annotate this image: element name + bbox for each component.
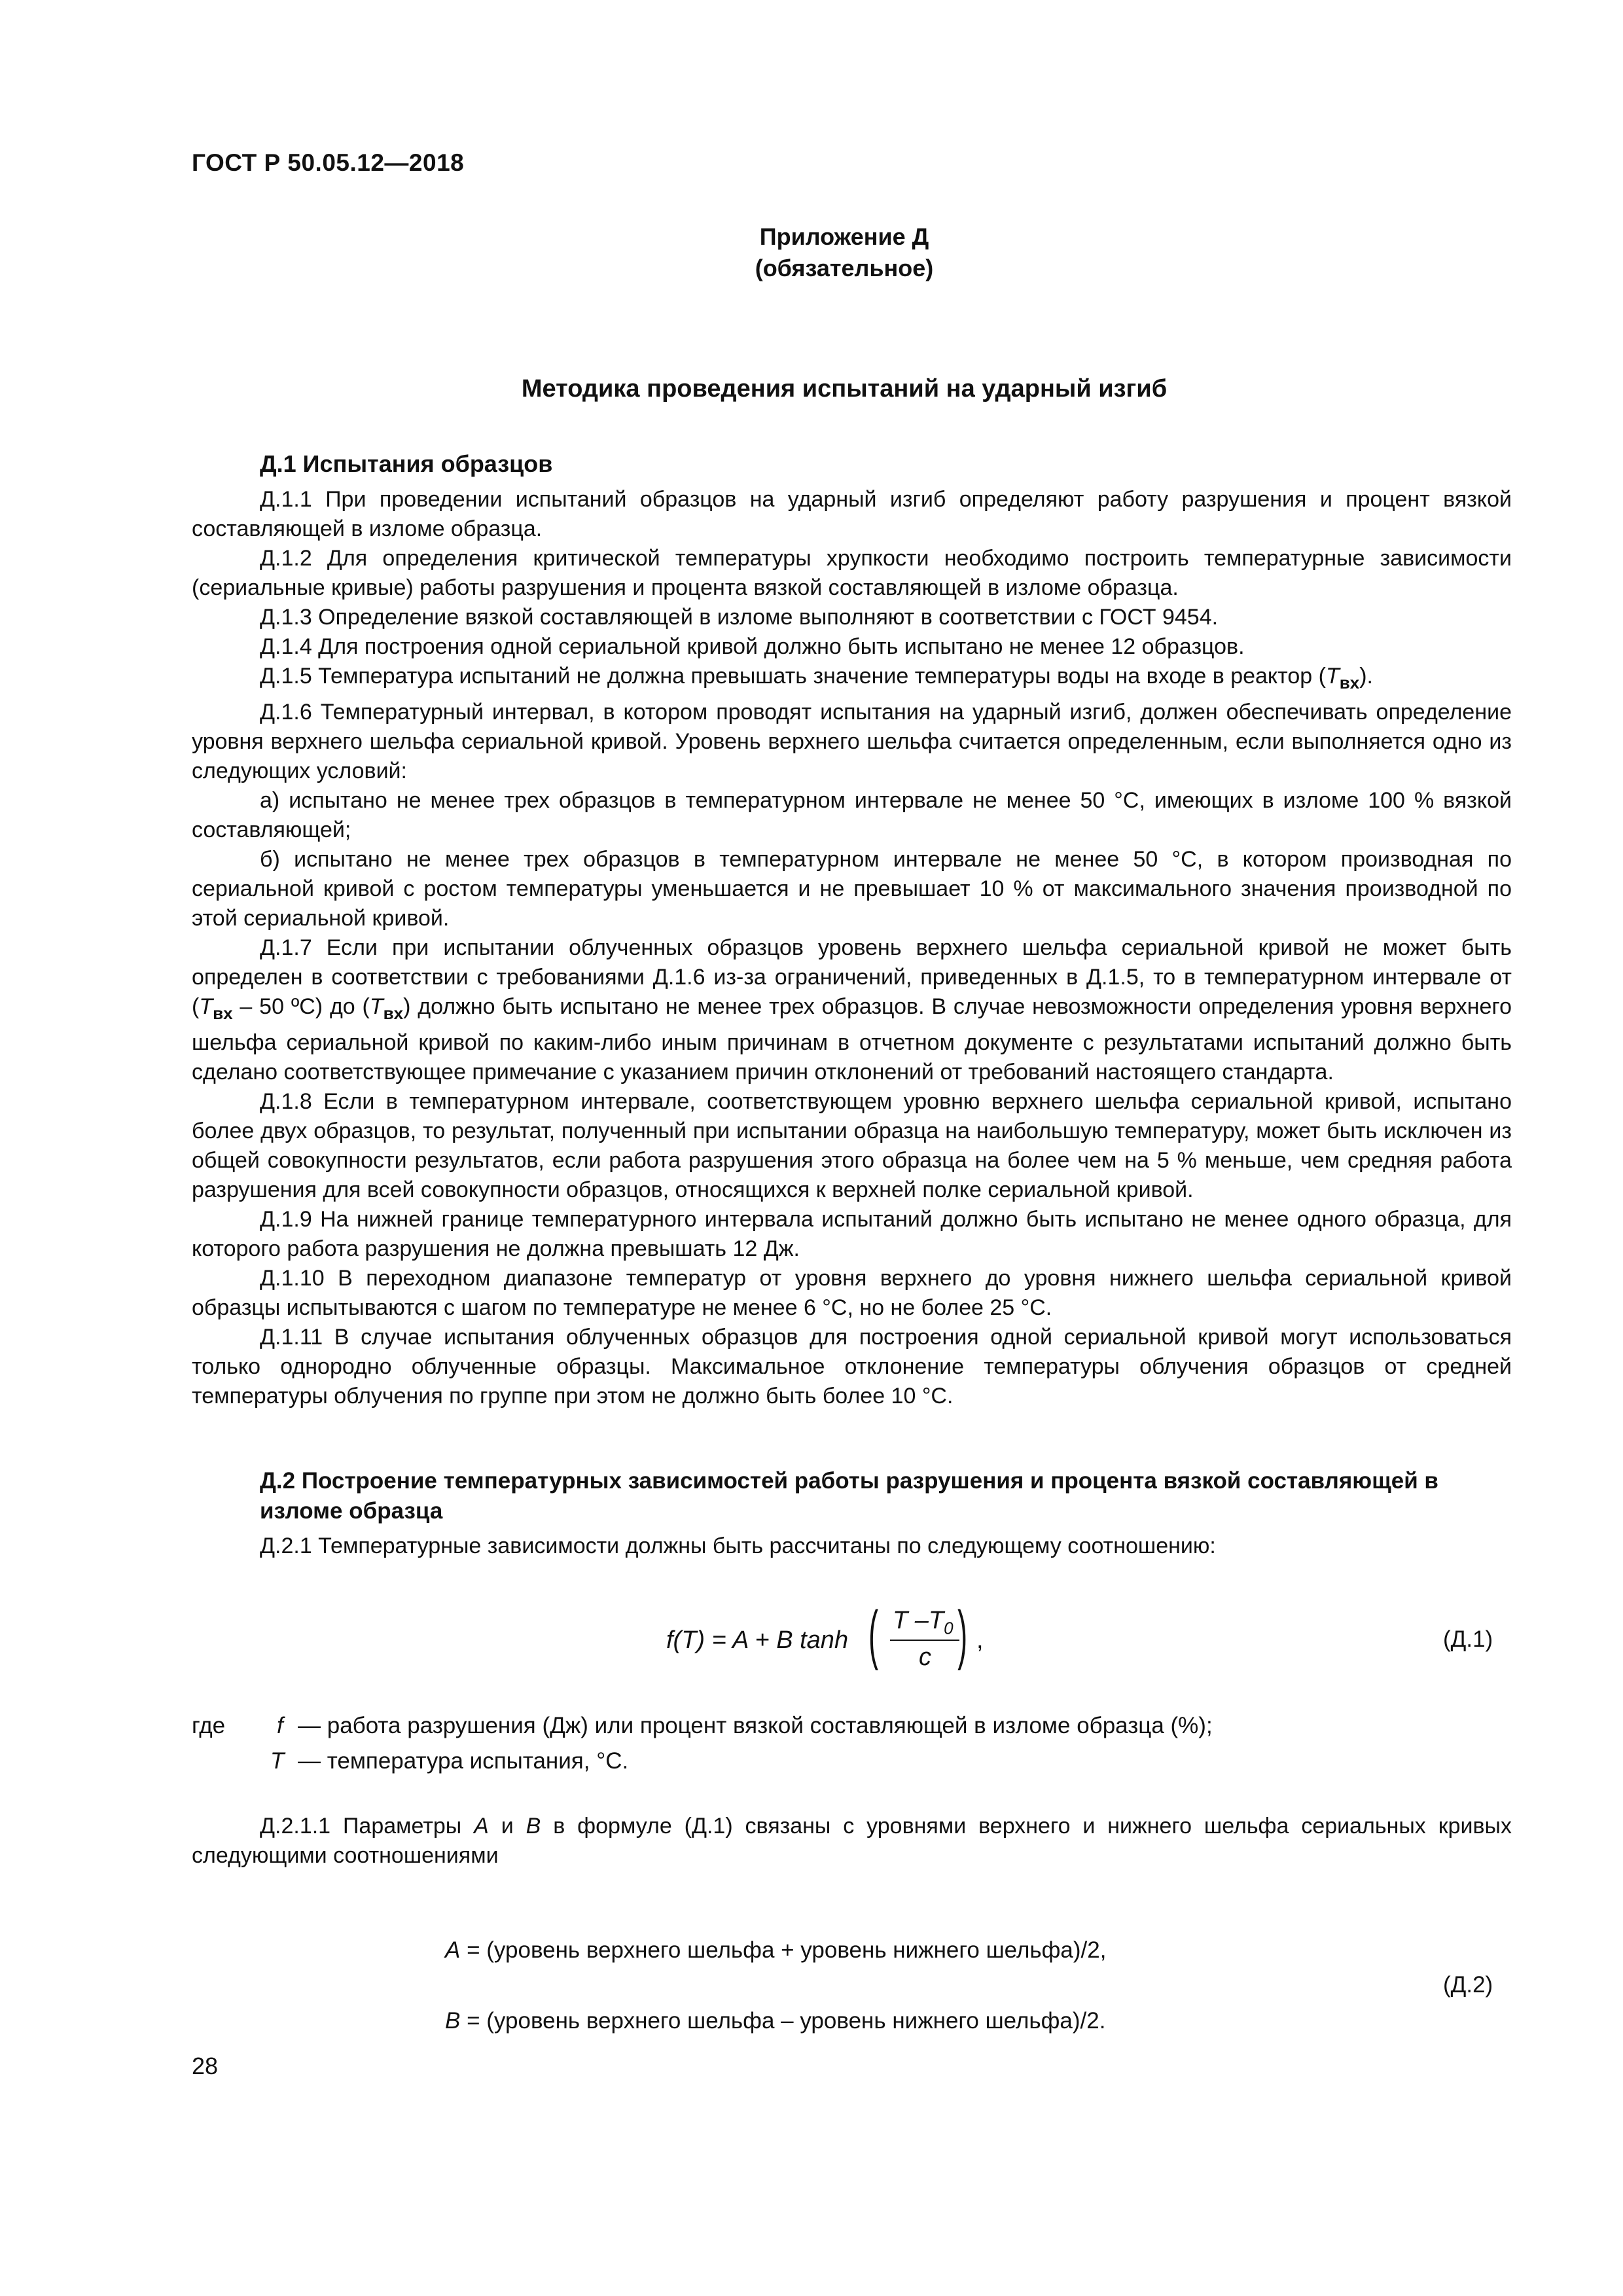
paragraph-d1-4: Д.1.4 Для построения одной сериальной кривой должно быть испытано не менее 12 образцов. [260,634,1245,659]
paragraph-d1-6-b: б) испытано не менее трех образцов в температурном интервале не менее 50 °С, в котором производная по сериальной кривой с ростом температуры уменьшается и не превышает 10 % от максимального значения производной по этой сериальной кривой. [192,846,1512,931]
formula-d1-comma: , [976,1626,984,1654]
paragraph-d1-6-a: а) испытано не менее трех образцов в температурном интервале не менее 50 °С, имеющих в изломе 100 % вязкой составляющей; [192,787,1512,842]
formula-d1-numerator: T $-T_0$ [893,1607,954,1638]
equation-number-d1: (Д.1) [1443,1626,1493,1652]
paragraph-d1-3: Д.1.3 Определение вязкой составляющей в изломе выполняют в соответствии с ГОСТ 9454. [260,605,1219,630]
where-label: где [192,1713,226,1738]
formula-d2-line-b: B = (уровень верхнего шельфа – уровень нижнего шельфа)/2. [445,2008,1106,2034]
section-1-heading: Д.1 Испытания образцов [260,450,553,477]
left-paren: ( [868,1598,879,1671]
appendix-name: Приложение Д [759,223,929,250]
where-t-symbol: T [270,1748,285,1774]
paragraph-d1-8: Д.1.8 Если в температурном интервале, соответствующем уровню верхнего шельфа сериальной кривой, испытано более двух образцов, то результат, полученный при испытании образца на наибольшую температуру, может быть исключен из общей совокупности результатов, если работа разрушения этого образца на более чем на 5 % меньше, чем средняя работа разрушения для всей совокупности образцов, относящихся к верхней полке сериальной кривой. [192,1088,1512,1202]
where-f-symbol: f [277,1713,283,1738]
formula-d1-lhs: f(T) = A + B tanh [666,1626,849,1654]
paragraph-d1-2: Д.1.2 Для определения критической температуры хрупкости необходимо построить температурные зависимости (сериальные кривые) работы разрушения и процента вязкой составляющей в изломе образца. [192,546,1512,600]
appendix-status: (обязательное) [755,255,934,281]
paragraph-d1-6: Д.1.6 Температурный интервал, в котором проводят испытания на ударный изгиб, должен обеспечивать определение уровня верхнего шельфа сериальной кривой. Уровень верхнего шельфа считается определенным, если выполняется одно из следующих условий: [192,699,1512,783]
paragraph-d2-1: Д.2.1 Температурные зависимости должны быть рассчитаны по следующему соотношению: [260,1534,1216,1558]
page-number: 28 [192,2053,219,2079]
paragraph-d1-9: Д.1.9 На нижней границе температурного интервала испытаний должно быть испытано не менее одного образца, для которого работа разрушения не должна превышать 12 Дж. [192,1206,1512,1261]
paragraph-d1-11: Д.1.11 В случае испытания облученных образцов для построения одной сериальной кривой могут использоваться только однородно облученные образцы. Максимальное отклонение температуры облучения образцов от средней температуры облучения по группе при этом не должно быть более 10 °С. [192,1324,1512,1408]
document-code: ГОСТ Р 50.05.12—2018 [192,149,465,176]
page-title: Методика проведения испытаний на ударный изгиб [521,375,1168,403]
formula-d1-denominator: c [919,1643,931,1671]
section-2-intro [192,1532,1512,1561]
paragraph-d2-1-1: Д.2.1.1 Параметры A и B в формуле (Д.1) связаны с уровнями верхнего и нижнего шельфа сериальных кривых следующими соотношениями [192,1814,1512,1868]
formula-d2-line-a: A = (уровень верхнего шельфа + уровень нижнего шельфа)/2, [445,1937,1107,1963]
right-paren: ) [957,1598,968,1671]
paragraph-d1-10: Д.1.10 В переходном диапазоне температур от уровня верхнего до уровня нижнего шельфа сериальной кривой образцы испытываются с шагом по температуре не менее 6 °С, но не более 25 °С. [192,1265,1512,1320]
paragraph-d1-7: Д.1.7 Если при испытании облученных образцов уровень верхнего шельфа сериальной кривой не может быть определен в соответствии с требованиями Д.1.6 из-за ограничений, приведенных в Д.1.5, то в температурном интервале от ($T_{вх} - 50$ ºС) до $(T_{вх})$ должно быть испытано не менее трех образцов. В случае невозможности определения уровня верхнего шельфа сериальной кривой по каким-либо иным причинам в отчетном документе с результатами испытаний должно быть сделано соответствующее примечание с указанием причин отклонений от требований настоящего стандарта. [192,935,1512,1085]
formula-d1 [666,1598,1007,1672]
section-2-params [192,1812,1512,1871]
fraction-bar [890,1640,959,1641]
where-f-description: — работа разрушения (Дж) или процент вязкой составляющей в изломе образца (%); [298,1713,1213,1738]
equation-number-d2: (Д.2) [1443,1972,1493,1998]
section-1-body [192,485,1512,1411]
section-2-heading: Д.2 Построение температурных зависимостей работы разрушения и процента вязкой составляющей в изломе образца [260,1468,1438,1524]
paragraph-d1-1: Д.1.1 При проведении испытаний образцов на ударный изгиб определяют работу разрушения и процент вязкой составляющей в изломе образца. [192,487,1512,541]
paragraph-d1-5: Д.1.5 Температура испытаний не должна превышать значение температуры воды на входе в реактор $(T_{вх})$. [260,664,1373,692]
where-t-description: — температура испытания, °С. [298,1748,629,1774]
appendix-heading [0,221,1623,284]
